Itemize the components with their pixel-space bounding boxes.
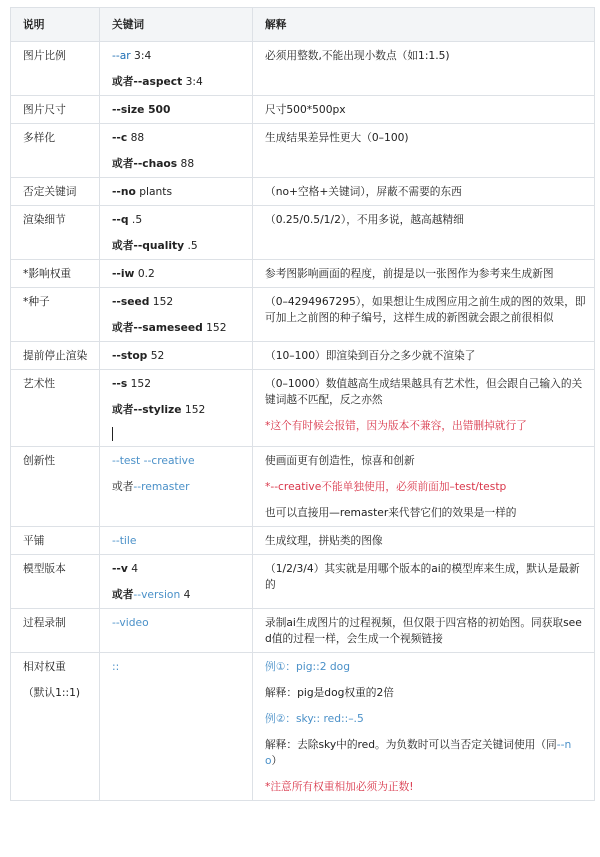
keyword-alt-line (112, 320, 246, 336)
row-explanation: （no+空格+关键词），屏蔽不需要的东西 (253, 178, 595, 206)
keyword-alt-value: 88 (177, 157, 195, 170)
row-label: 平铺 (11, 527, 100, 555)
keyword-flag: --test --creative (112, 454, 195, 467)
keyword-flag: --ar (112, 49, 131, 62)
keyword-flag: --size (112, 103, 145, 116)
row-label: 否定关键词 (11, 178, 100, 206)
keyword-flag: --tile (112, 534, 137, 547)
keyword-alt-value: 152 (181, 403, 206, 416)
row-label: 提前停止渲染 (11, 342, 100, 370)
row-label-default: （默认1::1) (23, 686, 81, 699)
row-keyword-cell (100, 260, 253, 288)
keyword-flag: --stop (112, 349, 148, 362)
table-row (11, 260, 595, 288)
keyword-alt-flag: --chaos (133, 157, 178, 170)
example-1: 例①：pig::2 dog (265, 660, 350, 673)
keyword-alt-line (112, 156, 246, 172)
table-row (11, 42, 595, 96)
row-explanation: （1/2/3/4）其实就是用哪个版本的ai的模型库来生成，默认是最新的 (253, 555, 595, 609)
keyword-flag: --s (112, 377, 128, 390)
row-explanation: 录制ai生成图片的过程视频，但仅限于四宫格的初始图。同获取seed值的过程一样，会生成一个视频链接 (253, 609, 595, 653)
keyword-alt-flag: --stylize (133, 403, 182, 416)
row-label (11, 653, 100, 801)
row-keyword-cell (100, 42, 253, 96)
keyword-value: 152 (149, 295, 174, 308)
explanation-text: 使画面更有创造性，惊喜和创新 (265, 454, 415, 467)
table-row (11, 178, 595, 206)
table-row (11, 124, 595, 178)
keyword-alt-line (112, 402, 246, 418)
row-label-text: 相对权重 (23, 660, 66, 673)
table-row (11, 609, 595, 653)
example-2-note-text: 解释：去除sky中的red。为负数时可以当否定关键词使用（同 (265, 738, 557, 751)
text-cursor (112, 427, 113, 441)
keyword-alt-prefix: 或者 (112, 403, 134, 416)
keyword-line (112, 48, 246, 64)
keyword-alt-line (112, 74, 246, 90)
keyword-value: plants (135, 185, 173, 198)
table-row (11, 653, 595, 801)
keyword-line (112, 561, 246, 577)
row-keyword-cell (100, 653, 253, 801)
keyword-flag: --v (112, 562, 128, 575)
keyword-line (112, 130, 246, 146)
keyword-line (112, 376, 246, 392)
keyword-alt-prefix: 或者 (112, 321, 134, 334)
example-2: 例②：sky:: red::–.5 (265, 712, 364, 725)
keyword-value: 4 (127, 562, 139, 575)
keyword-value: .5 (128, 213, 143, 226)
row-explanation: 尺寸500*500px (253, 96, 595, 124)
header-description: 说明 (11, 8, 100, 42)
header-explanation: 解释 (253, 8, 595, 42)
keyword-alt-flag: --sameseed (133, 321, 203, 334)
row-explanation (253, 653, 595, 801)
row-keyword-cell (100, 96, 253, 124)
row-label: 创新性 (11, 447, 100, 527)
row-label: 图片尺寸 (11, 96, 100, 124)
row-keyword-cell (100, 124, 253, 178)
row-keyword-cell (100, 370, 253, 447)
table-row (11, 206, 595, 260)
table-row (11, 555, 595, 609)
example-2-note-end: ） (271, 754, 283, 767)
keyword-alt-flag: --version (133, 588, 181, 601)
row-explanation (253, 447, 595, 527)
row-explanation: （0.25/0.5/1/2），不用多说，越高越精细 (253, 206, 595, 260)
keyword-alt-value: .5 (184, 239, 198, 252)
row-keyword-cell (100, 447, 253, 527)
keyword-alt-line (112, 587, 246, 603)
row-keyword-cell (100, 178, 253, 206)
keyword-alt-value: 3:4 (182, 75, 203, 88)
row-explanation: 生成结果差异性更大（0–100) (253, 124, 595, 178)
table-row (11, 96, 595, 124)
keyword-alt-value: 4 (180, 588, 191, 601)
keyword-line (112, 348, 246, 364)
row-label: 过程录制 (11, 609, 100, 653)
row-explanation: 参考图影响画面的程度，前提是以一张图作为参考来生成新图 (253, 260, 595, 288)
row-keyword-cell (100, 288, 253, 342)
explanation-extra: 也可以直接用—remaster来代替它们的效果是一样的 (265, 506, 517, 519)
keyword-alt-prefix: 或者 (112, 75, 134, 88)
row-label: 模型版本 (11, 555, 100, 609)
keyword-alt-flag: --quality (133, 239, 185, 252)
keyword-alt-prefix: 或者 (112, 239, 134, 252)
row-explanation: （10–100）即渲染到百分之多少就不渲染了 (253, 342, 595, 370)
warning-note: *注意所有权重相加必须为正数! (265, 780, 414, 793)
table-header-row (11, 8, 595, 42)
explanation-text: （0–1000）数值越高生成结果越具有艺术性，但会跟自己输入的关键词越不匹配，反之亦然 (265, 377, 583, 406)
keyword-alt-prefix: 或者 (112, 157, 134, 170)
table-row (11, 370, 595, 447)
row-label: *种子 (11, 288, 100, 342)
row-explanation: （0–4294967295），如果想让生成图应用之前生成的图的效果，即可加上之前图的种子编号，这样生成的新图就会跟之前很相似 (253, 288, 595, 342)
row-keyword-cell (100, 206, 253, 260)
keyword-flag: --no (112, 185, 136, 198)
row-label: 渲染细节 (11, 206, 100, 260)
example-2-note (265, 737, 588, 769)
keyword-flag: --q (112, 213, 129, 226)
table-row (11, 527, 595, 555)
row-label: 图片比例 (11, 42, 100, 96)
keyword-flag: :: (112, 660, 120, 673)
keyword-value: 152 (127, 377, 152, 390)
keyword-value: 88 (127, 131, 145, 144)
header-keyword: 关键词 (100, 8, 253, 42)
keyword-flag: --iw (112, 267, 135, 280)
keyword-value: 500 (144, 103, 171, 116)
warning-note: *这个有时候会报错，因为版本不兼容，出错删掉就行了 (265, 419, 527, 432)
keyword-alt-value: 152 (202, 321, 227, 334)
table-row (11, 288, 595, 342)
row-label: 艺术性 (11, 370, 100, 447)
keyword-flag: --c (112, 131, 128, 144)
keyword-line (112, 294, 246, 310)
row-keyword-cell (100, 555, 253, 609)
keyword-flag: --video (112, 616, 149, 629)
keyword-alt-flag: --aspect (133, 75, 183, 88)
row-label: *影响权重 (11, 260, 100, 288)
row-explanation: 必须用整数,不能出现小数点（如1:1.5) (253, 42, 595, 96)
keyword-alt-line (112, 479, 246, 495)
keyword-line (112, 266, 246, 282)
keyword-value: 0.2 (134, 267, 155, 280)
keyword-alt-line (112, 238, 246, 254)
table-row (11, 342, 595, 370)
parameter-table (10, 7, 595, 801)
row-explanation (253, 370, 595, 447)
row-keyword-cell (100, 609, 253, 653)
warning-note: *--creative不能单独使用，必须前面加–test/testp (265, 480, 507, 493)
keyword-alt-flag: --remaster (133, 480, 190, 493)
table-row (11, 447, 595, 527)
row-keyword-cell (100, 527, 253, 555)
keyword-line (112, 212, 246, 228)
keyword-flag: --seed (112, 295, 150, 308)
keyword-line (112, 184, 246, 200)
keyword-alt-prefix: 或者 (112, 588, 134, 601)
keyword-line (112, 102, 246, 118)
example-1-note: 解释：pig是dog权重的2倍 (265, 686, 394, 699)
keyword-value: 3:4 (130, 49, 152, 62)
keyword-alt-prefix: 或者 (112, 480, 134, 493)
row-keyword-cell (100, 342, 253, 370)
row-explanation: 生成纹理，拼贴类的图像 (253, 527, 595, 555)
row-label: 多样化 (11, 124, 100, 178)
example-2-note-flag: --no (265, 738, 572, 767)
keyword-value: 52 (147, 349, 165, 362)
